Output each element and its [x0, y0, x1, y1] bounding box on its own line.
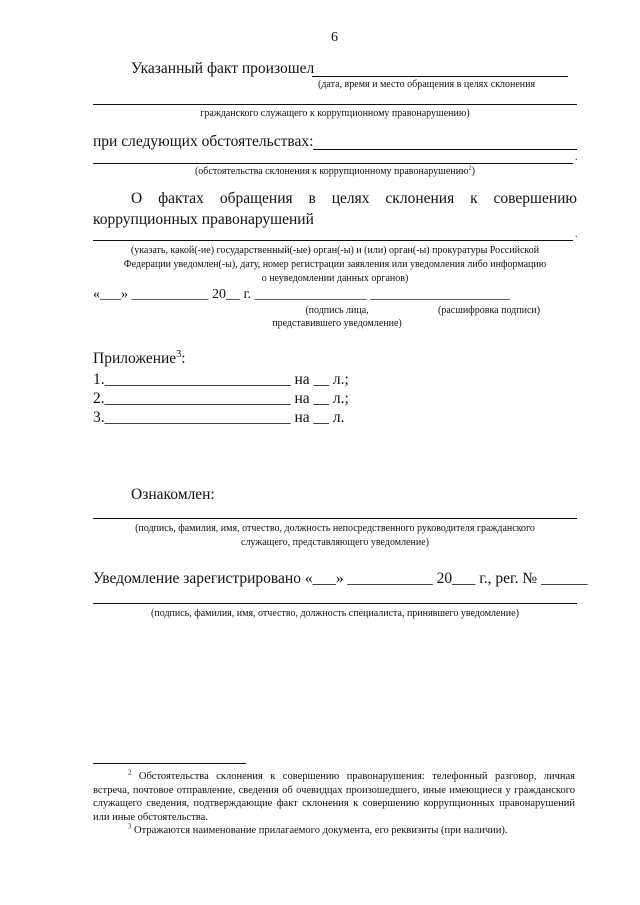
fact-caption-2: гражданского служащего к коррупционному правонарушению)	[200, 108, 470, 119]
acquainted-caption-1: (подпись, фамилия, имя, отчество, должность непосредственного руководителя гражданского	[135, 523, 535, 534]
circumstances-input-line[interactable]	[313, 149, 577, 150]
signature-date-row[interactable]: «___» ___________ 20__ г. ________________ ____________________	[93, 287, 511, 302]
footnote-separator	[93, 763, 246, 764]
notification-line-2: коррупционных правонарушений	[93, 211, 314, 228]
fact-input-line-2[interactable]	[93, 104, 577, 105]
notification-input-line[interactable]	[93, 240, 573, 241]
registered-text[interactable]: Уведомление зарегистрировано «___» ___________ 20___ г., рег. № ______	[93, 570, 588, 587]
fact-caption-1: (дата, время и место обращения в целях склонения	[318, 79, 536, 90]
page-number: 6	[331, 30, 338, 45]
notification-line-1: О фактах обращения в целях склонения к совершению	[131, 190, 577, 207]
footnote-2: $^2$ Обстоятельства склонения к совершению правонарушения: телефонный разговор, личная встреча, почтовое отправление, сведения об очевидцах произошедшего, иные имеющиеся у гражданского служащего сведения, подтверждающие факт склонения к совершению коррупционных правонарушений или иные обстоятельства.	[93, 769, 576, 823]
acquainted-caption-2: служащего, представляющего уведомление)	[241, 537, 429, 548]
footnote-3: $^3$ Отражаются наименование прилагаемого документа, его реквизиты (при наличии).	[128, 823, 508, 836]
registered-input-line[interactable]	[93, 603, 577, 604]
registered-caption: (подпись, фамилия, имя, отчество, должность специалиста, принявшего уведомление)	[151, 608, 519, 619]
circumstances-label: при следующих обстоятельствах:	[93, 133, 314, 150]
signature-caption-1: (подпись лица,	[305, 305, 369, 316]
attachments-heading: Приложение$^3$:	[93, 348, 186, 367]
transcript-caption: (расшифровка подписи)	[438, 305, 541, 316]
notification-caption-1: (указать, какой(-ие) государственный(-ые) орган(-ы) и (или) орган(-ы) прокуратуры Российской	[130, 245, 540, 256]
notification-caption-2: Федерации уведомлен(-ы), дату, номер регистрации заявления или уведомления либо информацию	[123, 259, 547, 270]
circumstances-caption: (обстоятельства склонения к коррупционному правонарушению$^2$)	[194, 164, 476, 177]
acquainted-label: Ознакомлен:	[131, 486, 215, 503]
attachment-item-3[interactable]: 3.________________________ на __ л.	[93, 409, 345, 426]
signature-caption-2: представившего уведомление)	[272, 318, 402, 329]
notification-caption-3: о неуведомлении данных органов)	[261, 273, 409, 284]
fact-label: Указанный факт произошел	[131, 60, 315, 77]
circumstances-input-line-2[interactable]	[93, 163, 573, 164]
acquainted-input-line[interactable]	[93, 518, 577, 519]
attachment-item-1[interactable]: 1.________________________ на __ л.;	[93, 371, 349, 388]
fact-input-line[interactable]	[312, 76, 568, 77]
attachment-item-2[interactable]: 2.________________________ на __ л.;	[93, 390, 349, 407]
